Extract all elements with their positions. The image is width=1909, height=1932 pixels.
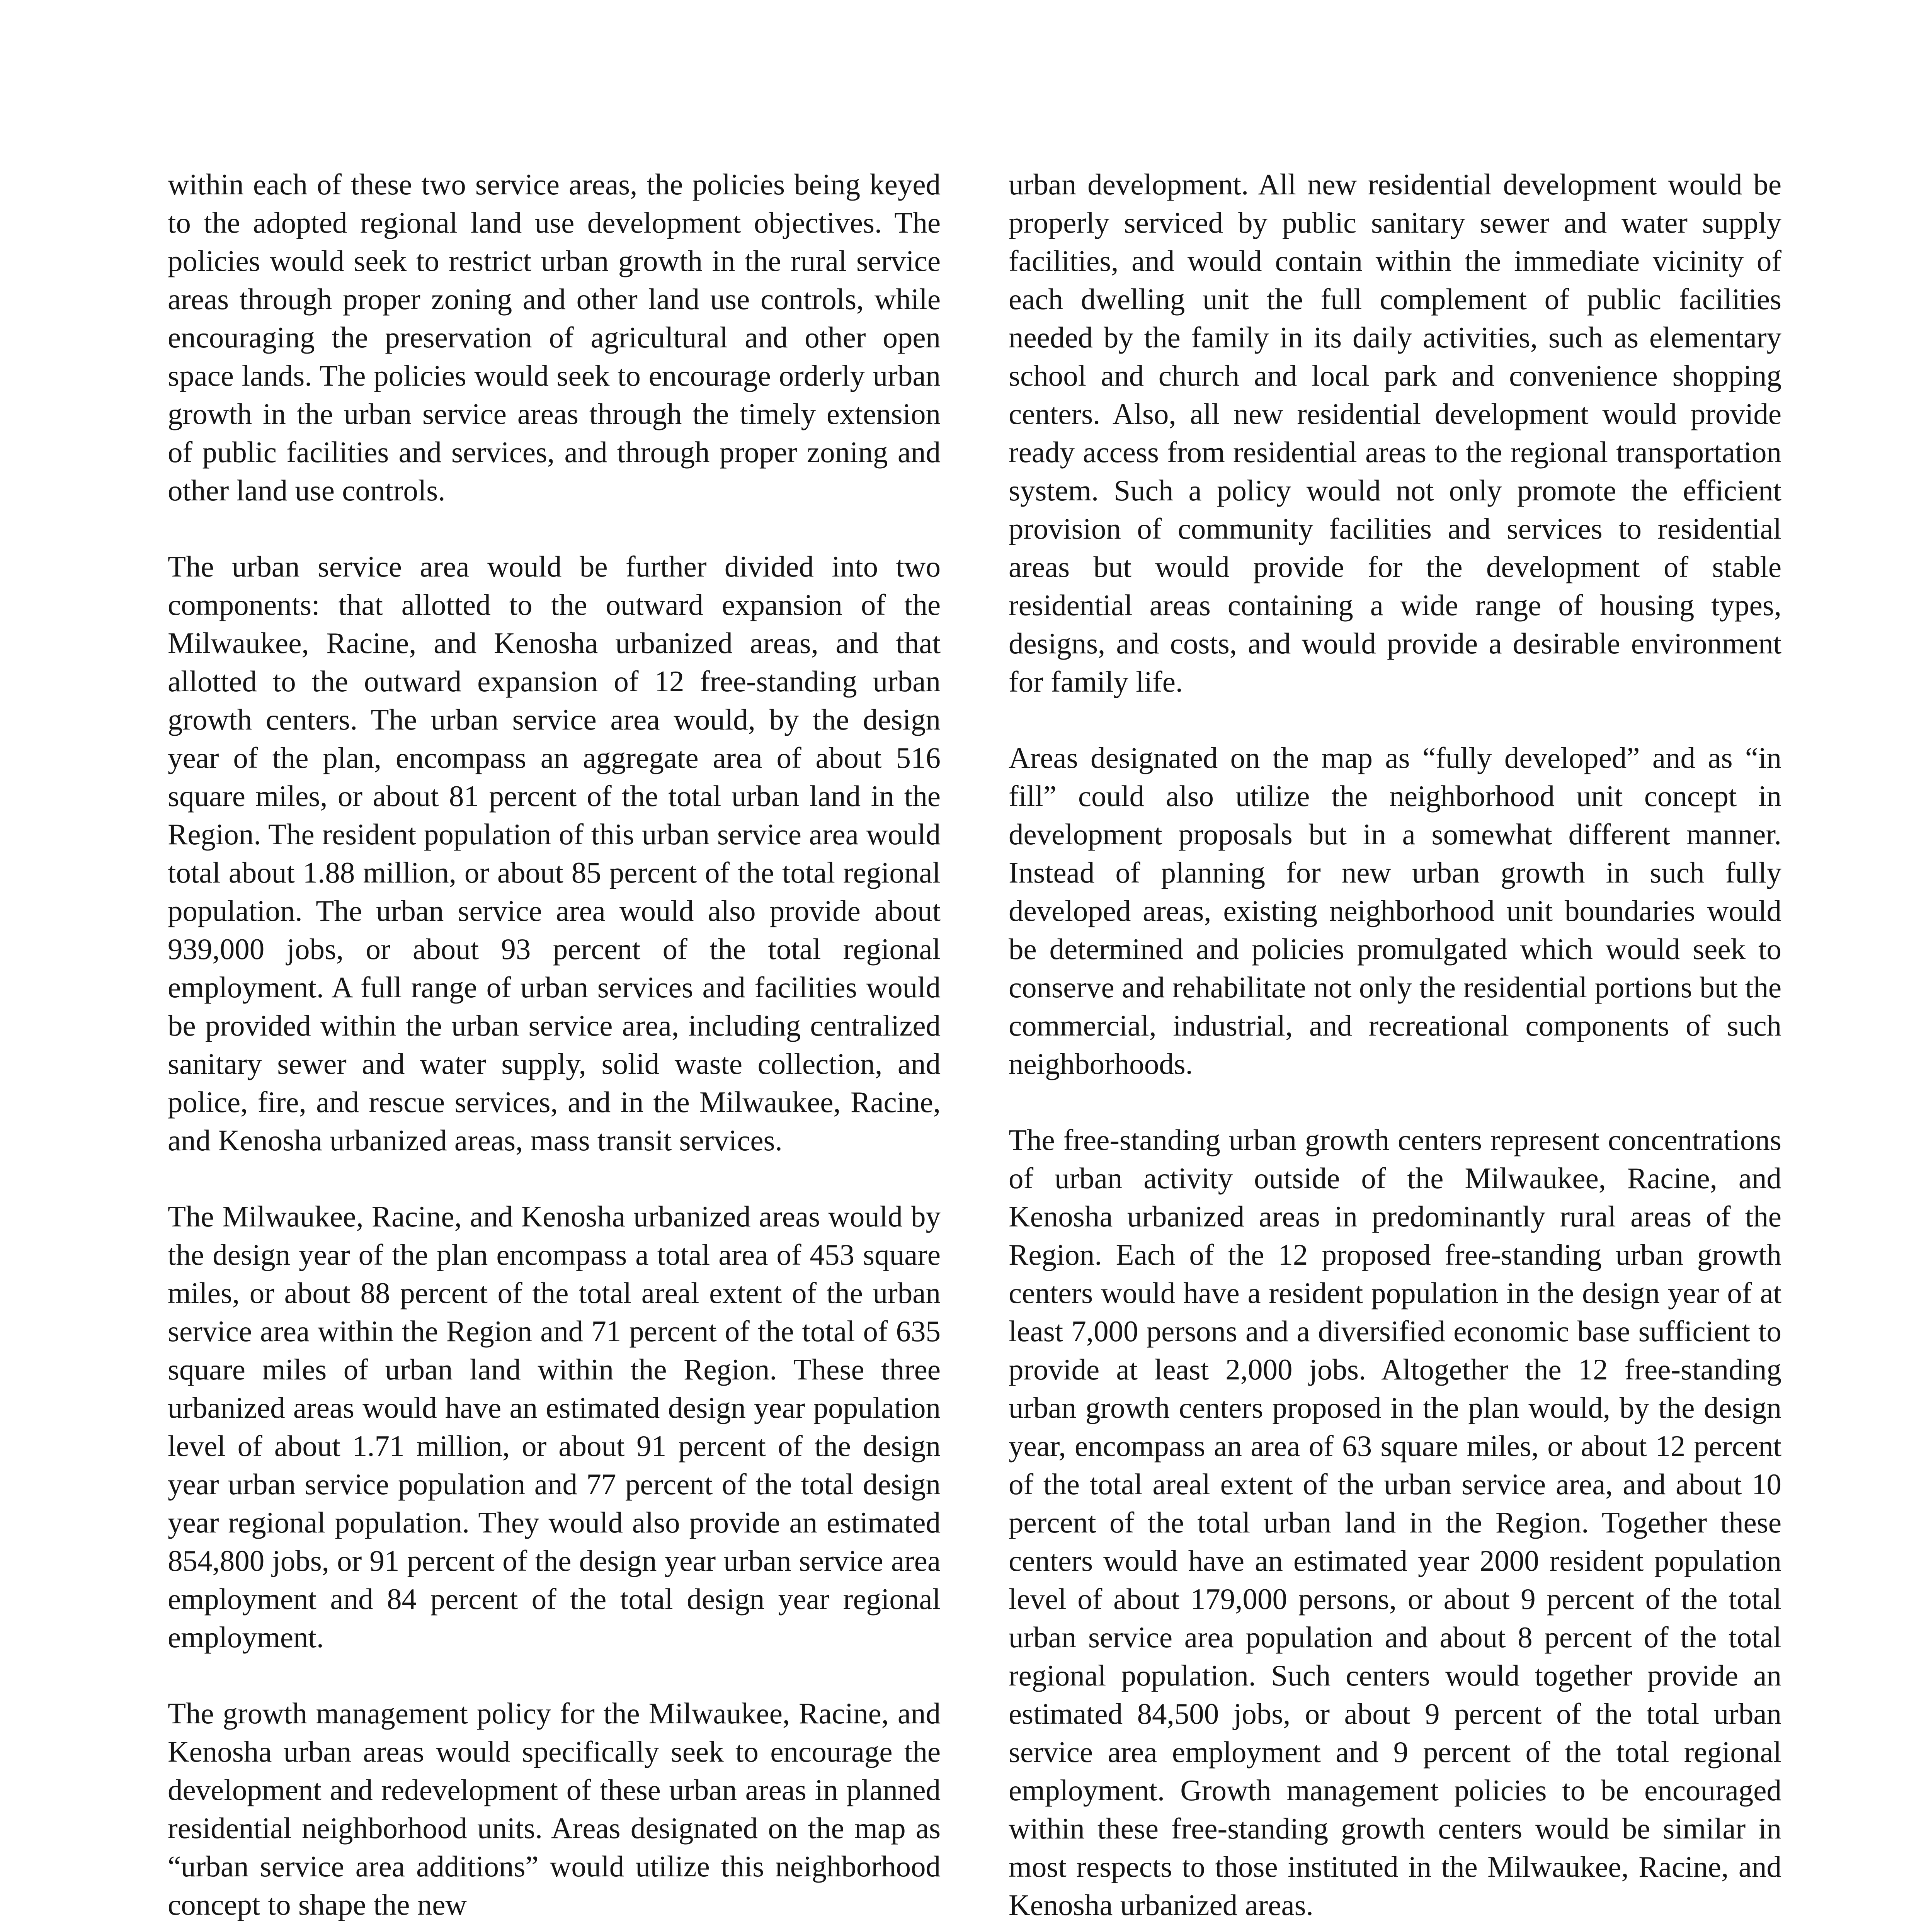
left-column [168, 165, 941, 1932]
body-paragraph: The Milwaukee, Racine, and Kenosha urbanized areas would by the design year of the plan encompass a total area of 453 square miles, or about 88 percent of the total areal extent of the urban service area within the Region and 71 percent of the total of 635 square miles of urban land within the Region. These three urbanized areas would have an estimated design year population level of about 1.71 million, or about 91 percent of the design year urban service population and 77 percent of the total design year regional population. They would also provide an estimated 854,800 jobs, or 91 percent of the design year urban service area employment and 84 percent of the total design year regional employment. [168, 1200, 941, 1654]
body-paragraph: urban development. All new residential development would be properly serviced by public sanitary sewer and water supply facilities, and would contain within the immediate vicinity of each dwelling unit the full complement of public facilities needed by the family in its daily activities, such as elementary school and church and local park and convenience shopping centers. Also, all new residential development would provide ready access from residential areas to the regional transportation system. Such a policy would not only promote the efficient provision of community facilities and services to residential areas but would provide for the development of stable residential areas containing a wide range of housing types, designs, and costs, and would provide a desirable environment for family life. [1009, 168, 1781, 698]
right-column [1009, 165, 1781, 1932]
body-paragraph: Areas designated on the map as “fully developed” and as “in fill” could also utilize the neighborhood unit concept in development proposals but in a somewhat different manner. Instead of planning for new urban growth in such fully developed areas, existing neighborhood unit boundaries would be determined and policies promulgated which would seek to conserve and rehabilitate not only the residential portions but the commercial, industrial, and recreational components of such neighborhoods. [1009, 741, 1781, 1080]
body-paragraph: The free-standing urban growth centers represent concentrations of urban activity outside of the Milwaukee, Racine, and Kenosha urbanized areas in predominantly rural areas of the Region. Each of the 12 proposed free-standing urban growth centers would have a resident population in the design year of at least 7,000 persons and a diversified economic base sufficient to provide at least 2,000 jobs. Altogether the 12 free-standing urban growth centers proposed in the plan would, by the design year, encompass an area of 63 square miles, or about 12 percent of the total areal extent of the urban service area, and about 10 percent of the total urban land in the Region. Together these centers would have an estimated year 2000 resident population level of about 179,000 persons, or about 9 percent of the total urban service area population and about 8 percent of the total regional population. Such centers would together provide an estimated 84,500 jobs, or about 9 percent of the total urban service area employment and 9 percent of the total regional employment. Growth management policies to be encouraged within these free-standing growth centers would be similar in most respects to those instituted in the Milwaukee, Racine, and Kenosha urbanized areas. [1009, 1123, 1781, 1922]
body-paragraph: The growth management policy for the Milwaukee, Racine, and Kenosha urban areas would specifically seek to encourage the development and redevelopment of these urban areas in planned residential neighborhood units. Areas designated on the map as “urban service area additions” would utilize this neighborhood concept to shape the new [168, 1697, 941, 1921]
body-paragraph: within each of these two service areas, the policies being keyed to the adopted regional land use development objectives. The policies would seek to restrict urban growth in the rural service areas through proper zoning and other land use controls, while encouraging the preservation of agricultural and other open space lands. The policies would seek to encourage orderly urban growth in the urban service areas through the timely extension of public facilities and services, and through proper zoning and other land use controls. [168, 168, 941, 507]
body-paragraph: The urban service area would be further divided into two components: that allotted to the outward expansion of the Milwaukee, Racine, and Kenosha urbanized areas, and that allotted to the outward expansion of 12 free-standing urban growth centers. The urban service area would, by the design year of the plan, encompass an aggregate area of about 516 square miles, or about 81 percent of the total urban land in the Region. The resident population of this urban service area would total about 1.88 million, or about 85 percent of the total regional population. The urban service area would also provide about 939,000 jobs, or about 93 percent of the total regional employment. A full range of urban services and facilities would be provided within the urban service area, including centralized sanitary sewer and water supply, solid waste collection, and police, fire, and rescue services, and in the Milwaukee, Racine, and Kenosha urbanized areas, mass transit services. [168, 550, 941, 1157]
